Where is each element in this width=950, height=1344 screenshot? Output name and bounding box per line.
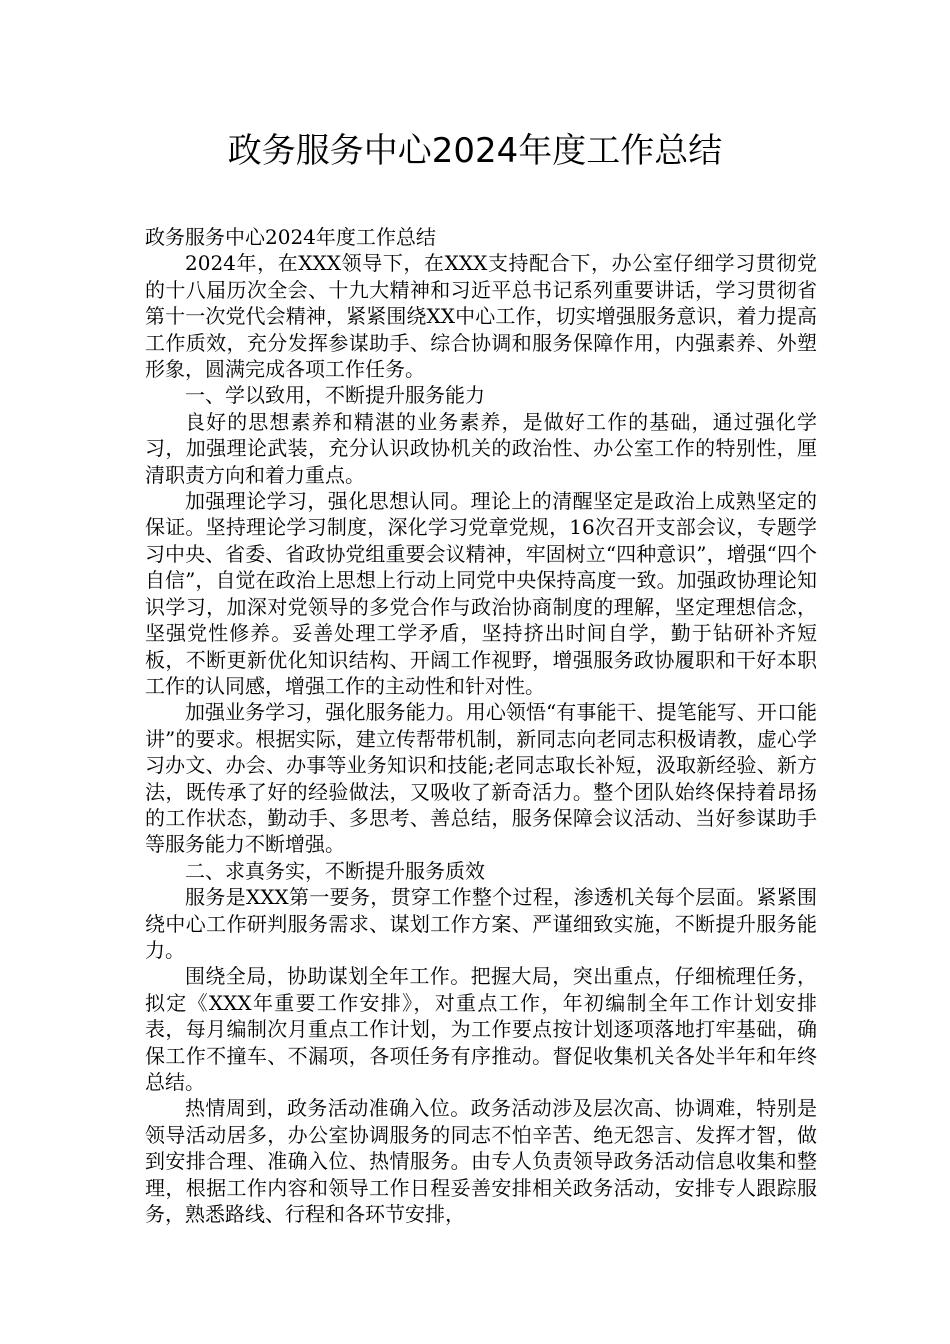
- body-heading-line: 政务服务中心2024年度工作总结: [145, 225, 436, 249]
- paragraph: 围绕全局，协助谋划全年工作。把握大局，突出重点，仔细梳理任务，拟定《XXX年重要工作安排》，对重点工作，年初编制全年工作计划安排表，每月编制次月重点工作计划，为工作要点按计划逐项落地打牢基础，确保工作不撞车、不漏项，各项任务有序推动。督促收集机关各处半年和年终总结。: [145, 964, 817, 1094]
- paragraph: 加强理论学习，强化思想认同。理论上的清醒坚定是政治上成熟坚定的保证。坚持理论学习制度，深化学习党章党规，16次召开支部会议，专题学习中央、省委、省政协党组重要会议精神，牢固树立“四种意识”，增强“四个自信”，自觉在政治上思想上行动上同党中央保持高度一致。加强政协理论知识学习，加深对党领导的多党合作与政治协商制度的理解，坚定理想信念，坚强党性修养。妥善处理工学矛盾，坚持挤出时间自学，勤于钻研补齐短板，不断更新优化知识结构、开阔工作视野，增强服务政协履职和干好本职工作的认同感，增强工作的主动性和针对性。: [145, 489, 817, 698]
- paragraph: 加强业务学习，强化服务能力。用心领悟“有事能干、提笔能写、开口能讲”的要求。根据实际，建立传帮带机制，新同志向老同志积极请教，虚心学习办文、办会、办事等业务知识和技能;老同志取长补短，汲取新经验、新方法，既传承了好的经验做法，又吸收了新奇活力。整个团队始终保持着昂扬的工作状态，勤动手、多思考、善总结，服务保障会议活动、当好参谋助手等服务能力不断增强。: [145, 700, 817, 857]
- document-body: [145, 224, 817, 1227]
- paragraph: 良好的思想素养和精湛的业务素养，是做好工作的基础，通过强化学习，加强理论武装，充分认识政协机关的政治性、办公室工作的特别性，厘清职责方向和着力重点。: [145, 409, 817, 487]
- paragraph: 服务是XXX第一要务，贯穿工作整个过程，渗透机关每个层面。紧紧围绕中心工作研判服务需求、谋划工作方案、严谨细致实施，不断提升服务能力。: [145, 885, 817, 962]
- paragraph-intro: 2024年，在XXX领导下，在XXX支持配合下，办公室仔细学习贯彻党的十八届历次全会、十九大精神和习近平总书记系列重要讲话，学习贯彻省第十一次党代会精神，紧紧围绕XX中心工作，切实增强服务意识，着力提高工作质效，充分发挥参谋助手、综合协调和服务保障作用，内强素养、外塑形象，圆满完成各项工作任务。: [145, 251, 817, 382]
- paragraph: 热情周到，政务活动准确入位。政务活动涉及层次高、协调难，特别是领导活动居多，办公室协调服务的同志不怕辛苦、绝无怨言、发挥才智，做到安排合理、准确入位、热情服务。由专人负责领导政务活动信息收集和整理，根据工作内容和领导工作日程妥善安排相关政务活动，安排专人跟踪服务，熟悉路线、行程和各环节安排，: [145, 1096, 817, 1227]
- document-title: 政务服务中心2024年度工作总结: [227, 131, 723, 171]
- section-heading-2: 二、求真务实，不断提升服务质效: [185, 858, 485, 883]
- section-heading-1: 一、学以致用，不断提升服务能力: [185, 383, 485, 408]
